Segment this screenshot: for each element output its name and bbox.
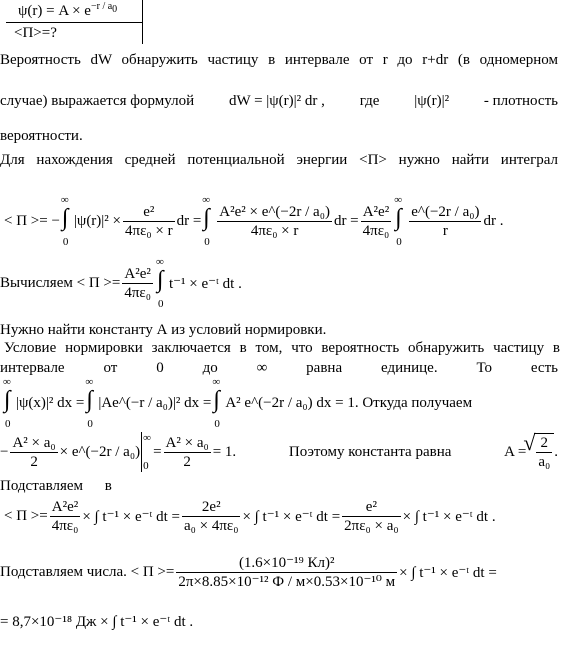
fraction: $\frac{\text{A² × a₀}}{2}$ xyxy=(12,434,56,470)
eq-label: Вычисляем xyxy=(0,274,73,291)
equation-result: = 8,7×10⁻¹⁸ Дж × ∫ t⁻¹ × e⁻ᵗ dt . xyxy=(0,614,194,630)
word: есть xyxy=(530,360,558,376)
eq-lhs: < П >= xyxy=(76,274,121,291)
eq-lhs: < П >= xyxy=(130,564,175,580)
integral-sign: ∞ ∫ 0 xyxy=(85,376,94,430)
equation-constant: − $\frac{\text{A² × a₀}}{2}$ × e^(−2r / a₀) ∞ 0 = $\frac{\text{A² × a₀}}{2}$ = 1. Поэтому константа равна A = √ $\frac{2}{\text{a₀}}$ . xyxy=(0,432,558,472)
eq-integrand: t⁻¹ × e⁻ᵗ dt . xyxy=(168,275,242,292)
fraction: $\frac{\text{e²}}{\text{4πε₀ × r}}$ xyxy=(125,203,173,239)
eq-lhs: < П >= xyxy=(4,508,48,524)
eq-psi: |ψ(r)|² × xyxy=(73,212,122,229)
eq-tail: × ∫ t⁻¹ × e⁻ᵗ dt = xyxy=(399,565,497,581)
word: до xyxy=(202,360,218,376)
equation-compute xyxy=(0,258,242,308)
eq-dr: dr . xyxy=(483,212,504,229)
text-normalization-3 xyxy=(0,360,558,377)
fraction: $\frac{\text{2e²}}{\text{a₀ × 4πε₀}}$ xyxy=(184,499,239,534)
integral-sign: ∞ ∫ 0 xyxy=(3,376,11,430)
eq-lhs: < П >= − xyxy=(4,212,60,229)
fraction: $\frac{\text{A²e²}}{\text{4πε₀}}$ xyxy=(124,265,151,301)
text-potential-energy: Для нахождения средней потенциальной энергии <П> нужно найти интеграл xyxy=(0,152,558,168)
eq-integral: × ∫ t⁻¹ × e⁻ᵗ dt . xyxy=(402,509,496,525)
text-normalization-2: Условие нормировки заключается в том, что вероятность обнаружить частицу в xyxy=(4,340,560,356)
text-probability-line2 xyxy=(0,93,558,110)
fraction: $\frac{\text{A²e² × e\textasciicircum{}(−2r / a₀)}}{\text{4πε₀ × r}}$ xyxy=(219,203,330,239)
text-normalization-1: Нужно найти константу А из условий нормировки. xyxy=(0,322,327,338)
eval-limits: ∞ 0 xyxy=(143,432,151,472)
integral-sign: ∞ ∫ 0 xyxy=(155,256,164,310)
text-probability-line1: Вероятность dW обнаружить частицу в интервале от r до r+dr (в одномерном xyxy=(0,52,558,68)
given-unknown: <П>=? xyxy=(14,25,57,41)
eq-integral: × ∫ t⁻¹ × e⁻ᵗ dt = xyxy=(242,509,341,525)
equation-normalization xyxy=(2,378,472,428)
fraction: $\frac{\text{A²e²}}{\text{4πε₀}}$ xyxy=(362,203,390,239)
text-segment: где xyxy=(359,93,380,109)
integral-sign: ∞ ∫ 0 xyxy=(212,376,221,430)
word: То xyxy=(476,360,493,376)
text-substitute: Подставляем в xyxy=(0,478,112,494)
eq-A: A = xyxy=(504,443,527,460)
eq-eq: = 1. xyxy=(212,443,237,460)
word: ∞ xyxy=(256,360,268,376)
integral-sign: ∞ ∫ 0 xyxy=(202,194,211,248)
given-psi: $\psi(r) = A \times e^{-r / a0}$ xyxy=(18,1,118,19)
eq-tail: Откуда получаем xyxy=(362,394,473,411)
eval-bar xyxy=(141,432,142,472)
formula-dw: dW = |ψ(r)|² dr , xyxy=(228,93,325,109)
given-divider xyxy=(6,22,142,23)
word: от xyxy=(103,360,118,376)
eq-end: . xyxy=(554,443,558,460)
given-block xyxy=(0,0,143,44)
word: единице. xyxy=(380,360,438,376)
eq-term: |ψ(x)|² dx = xyxy=(16,394,85,411)
sqrt: √ $\frac{2}{\text{a₀}}$ xyxy=(534,433,554,471)
equation-mean-potential xyxy=(4,196,503,246)
eq-exp: × e^(−2r / a₀) xyxy=(59,443,141,460)
fraction: $\frac{\text{e²}}{\text{2πε₀ × a₀}}$ xyxy=(344,499,399,534)
fraction: $\frac{\text{A²e²}}{\text{4πε₀}}$ xyxy=(51,499,79,534)
text-segment: - плотность xyxy=(483,93,558,109)
integral-sign: ∞ ∫ 0 xyxy=(60,194,69,248)
eq-dr: dr = xyxy=(176,212,202,229)
equation-substitute xyxy=(4,498,496,535)
eq-term: |Ae^(−r / a₀)|² dx = xyxy=(98,394,212,411)
fraction: $\frac{\text{(1.6×10⁻¹⁹ Кл)²}}{\text{2π×8.85×10⁻¹² Ф / м×0.53×10⁻¹⁰ м}}$ xyxy=(178,555,396,590)
word: равна xyxy=(306,360,343,376)
text-segment: случае) выражается формулой xyxy=(0,93,195,109)
word: 0 xyxy=(156,360,164,376)
equation-numbers xyxy=(0,554,497,591)
integral-sign: ∞ ∫ 0 xyxy=(394,194,403,248)
eq-label: Подставляем числа. xyxy=(0,564,127,580)
eq-term: A² e^(−2r / a₀) dx = 1. xyxy=(225,394,359,411)
text-constant: Поэтому константа равна xyxy=(288,443,452,460)
fraction: $\frac{\text{A² × a₀}}{2}$ xyxy=(165,434,209,470)
eq-integral: × ∫ t⁻¹ × e⁻ᵗ dt = xyxy=(82,509,181,525)
text-probability-line3: вероятности. xyxy=(0,128,83,144)
word: интервале xyxy=(0,360,65,376)
fraction: $\frac{\text{e\textasciicircum{}(−2r / a₀)}}{r}$ xyxy=(411,203,480,239)
formula-density: |ψ(r)|² xyxy=(414,93,450,109)
eq-dr: dr = xyxy=(333,212,359,229)
